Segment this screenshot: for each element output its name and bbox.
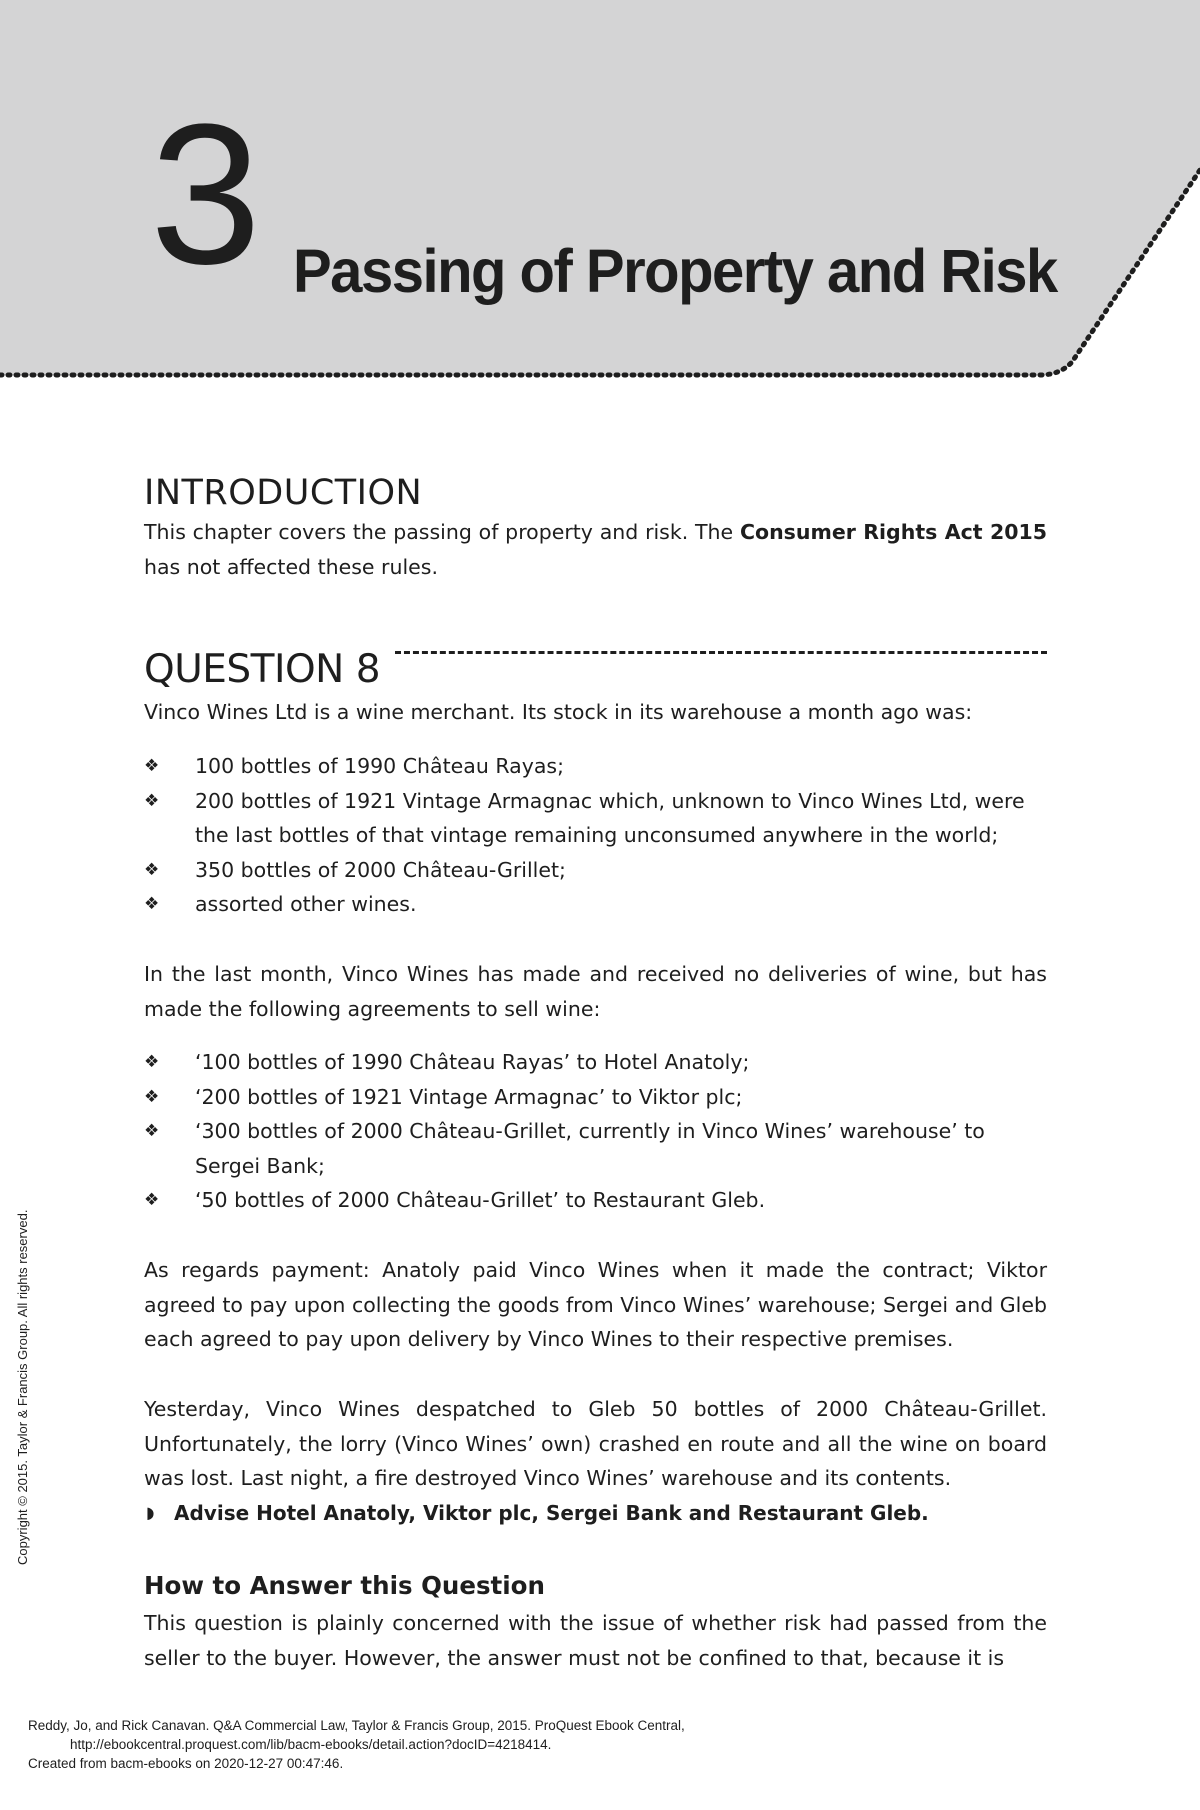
diamond-bullet-icon: ❖ (144, 894, 160, 914)
list-item-text: ‘300 bottles of 2000 Château-Grillet, currently in Vinco Wines’ warehouse’ to Sergei Bank; (195, 1119, 985, 1178)
list-item-text: 350 bottles of 2000 Château-Grillet; (195, 857, 566, 882)
diamond-bullet-icon: ❖ (144, 1052, 160, 1072)
list-item-text: 100 bottles of 1990 Château Rayas; (195, 754, 564, 778)
payment-block (144, 1253, 1047, 1357)
how-to-answer-heading: How to Answer this Question (144, 1571, 545, 1600)
footer-line-3: Created from bacm-ebooks on 2020-12-27 00:47:46. (28, 1756, 344, 1771)
list-item (144, 1045, 1047, 1080)
list-item (144, 1183, 1047, 1218)
list-item (144, 784, 1047, 853)
intro-act-name: Consumer Rights Act 2015 (739, 520, 1047, 544)
events-block (144, 1392, 1047, 1530)
introduction-heading: INTRODUCTION (144, 473, 423, 513)
diamond-bullet-icon: ❖ (144, 1190, 160, 1210)
list-item-text: ‘100 bottles of 1990 Château Rayas’ to Hotel Anatoly; (195, 1050, 750, 1074)
chapter-header-band (0, 0, 1200, 420)
diamond-bullet-icon: ❖ (144, 756, 160, 776)
list-item-text: 200 bottles of 1921 Vintage Armagnac which, unknown to Vinco Wines Ltd, were the last bottles of that vintage remaining unconsumed anywhere in the world; (195, 788, 1025, 847)
how-to-answer-paragraph: This question is plainly concerned with the issue of whether risk had passed from the seller to the buyer. However, the answer must not be confined to that, because it is (144, 1611, 1047, 1670)
intro-text-2: has not affected these rules. (144, 554, 438, 579)
diamond-bullet-icon: ❖ (144, 790, 160, 811)
task-text: Advise Hotel Anatoly, Viktor plc, Sergei Bank and Restaurant Gleb. (174, 1500, 929, 1525)
question-task (144, 1496, 1047, 1531)
list-item-text: ‘200 bottles of 1921 Vintage Armagnac’ to Viktor plc; (195, 1084, 743, 1109)
side-copyright-notice: Copyright © 2015. Taylor & Francis Group. All rights reserved. (15, 1209, 30, 1565)
intro-text-1: This chapter covers the passing of property and risk. The (144, 520, 740, 544)
agreements-intro-block (144, 957, 1047, 1026)
question-heading-rule (395, 651, 1047, 654)
list-item-text: assorted other wines. (195, 892, 417, 916)
question-lead: Vinco Wines Ltd is a wine merchant. Its stock in its warehouse a month ago was: (144, 700, 973, 724)
how-to-answer-block (144, 1606, 1047, 1675)
diamond-bullet-icon: ❖ (144, 1121, 160, 1141)
agreements-list (144, 1045, 1047, 1218)
payment-paragraph: As regards payment: Anatoly paid Vinco Wines when it made the contract; Viktor agreed to pay upon collecting the goods from Vinco Wines’ warehouse; Sergei and Gleb each agreed to pay upon delivery by Vinco Wines to their respective premises. (144, 1258, 1047, 1351)
agreements-list-block (144, 1045, 1047, 1218)
list-item (144, 887, 1047, 922)
agreements-intro: In the last month, Vinco Wines has made and received no deliveries of wine, but has made the following agreements to sell wine: (144, 962, 1047, 1021)
introduction-paragraph (144, 515, 1047, 584)
footer-line-1: Reddy, Jo, and Rick Canavan. Q&A Commercial Law, Taylor & Francis Group, 2015. ProQuest Ebook Central, (28, 1718, 685, 1733)
diamond-bullet-icon: ❖ (144, 859, 160, 880)
question-lead-block (144, 695, 1047, 730)
list-item-text: ‘50 bottles of 2000 Château-Grillet’ to Restaurant Gleb. (195, 1188, 766, 1212)
list-item (144, 853, 1047, 888)
question-heading: QUESTION 8 (144, 647, 381, 692)
chapter-title: Passing of Property and Risk (293, 237, 1057, 306)
list-item (144, 1114, 1047, 1183)
list-item (144, 1080, 1047, 1115)
stock-list-block (144, 749, 1047, 922)
footer-citation (28, 1716, 1168, 1773)
diamond-bullet-icon: ❖ (144, 1086, 160, 1107)
introduction-body (144, 515, 1047, 584)
events-paragraph: Yesterday, Vinco Wines despatched to Gleb 50 bottles of 2000 Château-Grillet. Unfortunately, the lorry (Vinco Wines’ own) crashed en route and all the wine on board was lost. Last night, a fire destroyed Vinco Wines’ warehouse and its contents. (144, 1397, 1047, 1490)
task-marker-icon: ◗ (146, 1502, 155, 1522)
footer-line-2: http://ebookcentral.proquest.com/lib/bacm-ebooks/detail.action?docID=4218414. (70, 1737, 552, 1752)
chapter-number: 3 (150, 83, 258, 306)
stock-list (144, 749, 1047, 922)
list-item (144, 749, 1047, 784)
